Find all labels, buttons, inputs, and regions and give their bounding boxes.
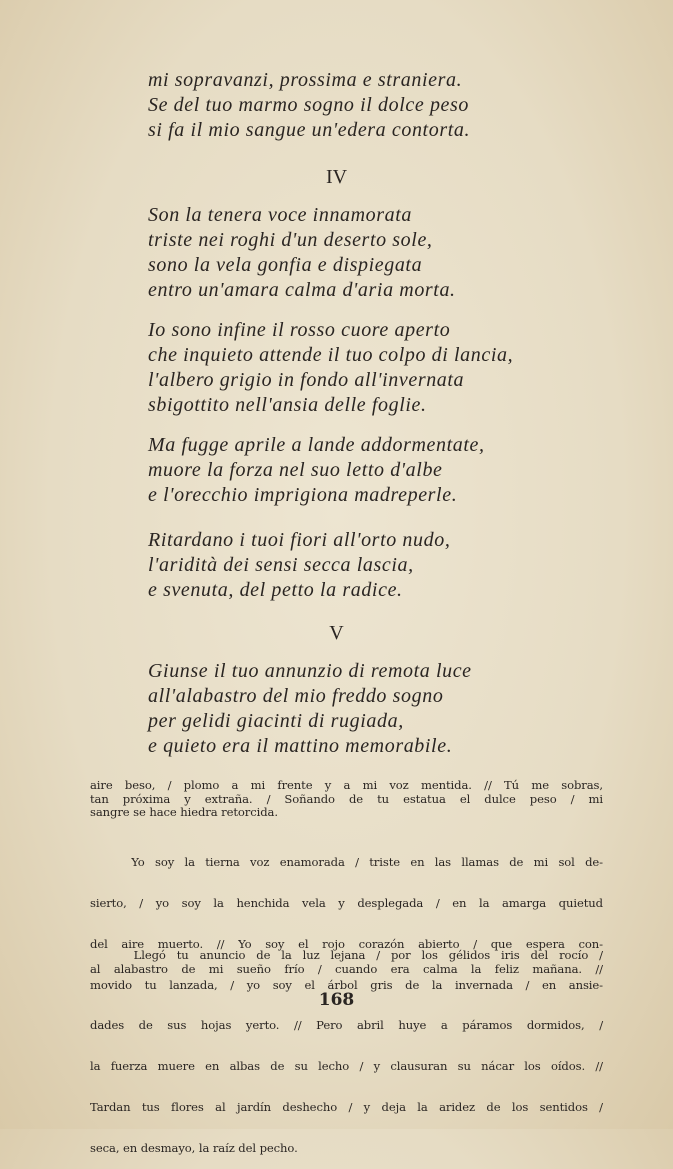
poem-line: triste nei roghi d'un deserto sole, [148,229,433,251]
poem-line: che inquieto attende il tuo colpo di lancia, [148,344,514,366]
poem-line: sono la vela gonfia e dispiegata [148,254,423,276]
poem-line: all'alabastro del mio freddo sogno [148,685,444,707]
prose-line: Yo soy la tierna voz enamorada / triste en las llamas de mi sol de- [90,855,603,870]
poem-line: si fa il mio sangue un'edera contorta. [148,119,471,141]
poem-line: e l'orecchio imprigiona madreperle. [148,484,458,506]
prose-line: aire beso, / plomo a mi frente y a mi voz mentida. // Tú me sobras, [90,778,603,792]
translation-paragraph [90,949,603,976]
prose-line: movido tu lanzada, / yo soy el árbol gris de la invernada / en ansie- [90,977,603,992]
prose-line: sierto, / yo soy la henchida vela y desplegada / en la amarga quietud [90,895,603,910]
poem-line: Son la tenera voce innamorata [148,204,413,226]
poem-stanza [148,203,456,303]
prose-line: del aire muerto. // Yo soy el rojo corazón abierto / que espera con- [90,936,603,951]
poem-line: e quieto era il mattino memorabile. [148,735,453,757]
poem-line: l'albero grigio in fondo all'invernata [148,369,465,391]
prose-line: la fuerza muere en albas de su lecho / y clausuran su nácar los oídos. // [90,1059,603,1074]
poem-line: e svenuta, del petto la radice. [148,579,403,601]
prose-line: Llegó tu anuncio de la luz lejana / por los gélidos iris del rocío / [90,948,603,962]
prose-line: sangre se hace hiedra retorcida. [90,805,278,820]
poem-line: mi sopravanzi, prossima e straniera. [148,69,463,91]
poem-line: sbigottito nell'ansia delle foglie. [148,394,427,416]
prose-line: seca, en desmayo, la raíz del pecho. [90,1140,298,1155]
translation-paragraph [90,779,603,820]
poem-line: per gelidi giacinti di rugiada, [148,710,404,732]
poem-line: l'aridità dei sensi secca lascia, [148,554,414,576]
poem-line: entro un'amara calma d'aria morta. [148,279,456,301]
section-heading-v: V [329,622,344,644]
poem-stanza [148,433,485,508]
section-heading-iv: IV [325,166,348,188]
prose-line: dades de sus hojas yerto. // Pero abril huye a páramos dormidos, / [90,1018,603,1033]
poem-line: Giunse il tuo annunzio di remota luce [148,660,472,682]
poem-stanza [148,659,472,759]
poem-stanza [148,68,470,143]
page-number: 168 [318,990,355,1010]
poem-line: Ritardano i tuoi fiori all'orto nudo, [148,529,451,551]
prose-line: al alabastro de mi sueño frío / cuando era calma la feliz mañana. // [90,961,603,976]
poem-stanza [148,528,450,603]
poem-line: muore la forza nel suo letto d'albe [148,459,443,481]
prose-line: tan próxima y extraña. / Soñando de tu estatua el dulce peso / mi [90,791,603,806]
poem-line: Se del tuo marmo sogno il dolce peso [148,94,470,116]
poem-line: Io sono infine il rosso cuore aperto [148,319,451,341]
prose-line: Tardan tus flores al jardín deshecho / y deja la aridez de los sentidos / [90,1099,603,1114]
poem-stanza [148,318,513,418]
poem-line: Ma fugge aprile a lande addormentate, [148,434,485,456]
